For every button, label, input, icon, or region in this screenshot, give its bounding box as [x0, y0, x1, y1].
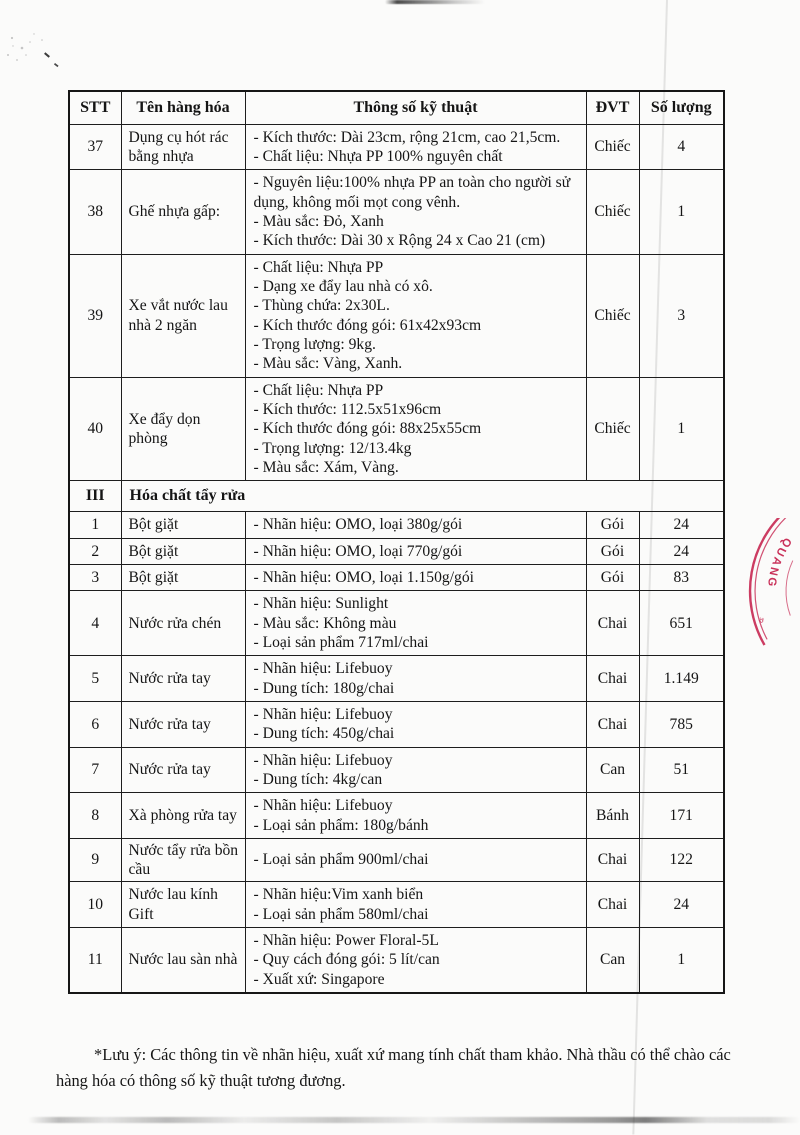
spec-line: - Xuất xứ: Singapore [253, 970, 385, 988]
specs-cell [245, 793, 586, 839]
stt-cell: 8 [69, 793, 121, 839]
spec-line: - Chất liệu: Nhựa PP [253, 381, 384, 399]
column-header: Tên hàng hóa [121, 91, 245, 124]
table-row [69, 377, 724, 481]
table-row [69, 538, 724, 564]
spec-line: - Kích thước đóng gói: 61x42x93cm [253, 316, 482, 334]
stamp-text: QUANG [764, 535, 794, 590]
qty-cell: 651 [639, 591, 724, 656]
specs-cell [245, 124, 586, 170]
table-row [69, 512, 724, 538]
unit-cell: Chai [586, 838, 639, 882]
spec-line: - Nhãn hiệu: Lifebuoy [253, 660, 393, 678]
spec-line: - Kích thước đóng gói: 88x25x55cm [253, 420, 482, 438]
table-body [69, 124, 724, 993]
unit-cell: Chiếc [586, 124, 639, 170]
qty-cell: 24 [639, 538, 724, 564]
spec-line: - Nhãn hiệu: OMO, loại 770g/gói [253, 542, 463, 560]
table-row [69, 928, 724, 993]
column-header: STT [69, 91, 121, 124]
table-row [69, 838, 724, 882]
spec-line: - Thùng chứa: 2x30L. [253, 297, 390, 315]
stt-cell: 10 [69, 882, 121, 928]
unit-cell: Gói [586, 512, 639, 538]
qty-cell: 122 [639, 838, 724, 882]
spec-line: - Chất liệu: Nhựa PP 100% nguyên chất [253, 148, 503, 166]
item-name-cell: Xà phòng rửa tay [121, 793, 245, 839]
stt-cell: 1 [69, 512, 121, 538]
spec-line: - Chất liệu: Nhựa PP [253, 258, 384, 276]
stt-cell: 3 [69, 564, 121, 590]
specs-cell [245, 928, 586, 993]
column-header: Thông số kỹ thuật [245, 91, 586, 124]
unit-cell: Chiếc [586, 254, 639, 377]
items-table [68, 90, 725, 994]
table-row [69, 170, 724, 254]
spec-line: - Màu sắc: Xám, Vàng. [253, 459, 399, 477]
spec-line: - Nhãn hiệu: OMO, loại 1.150g/gói [253, 568, 474, 586]
qty-cell: 4 [639, 124, 724, 170]
section-row [69, 481, 724, 512]
unit-cell: Chiếc [586, 170, 639, 254]
svg-text:ớ: ớ [758, 616, 766, 626]
specs-cell [245, 170, 586, 254]
item-name-cell: Nước rửa chén [121, 591, 245, 656]
section-number-cell: III [69, 481, 121, 512]
stt-cell: 11 [69, 928, 121, 993]
unit-cell: Chai [586, 591, 639, 656]
spec-line: - Màu sắc: Đỏ, Xanh [253, 213, 384, 231]
spec-line: - Nhãn hiệu: Sunlight [253, 595, 389, 613]
spec-line: - Nguyên liệu:100% nhựa PP an toàn cho người sử dụng, không mối mọt cong vênh. [253, 174, 571, 211]
item-name-cell: Bột giặt [121, 512, 245, 538]
qty-cell: 51 [639, 747, 724, 793]
table-row [69, 701, 724, 747]
item-name-cell: Ghế nhựa gấp: [121, 170, 245, 254]
spec-line: - Loại sản phẩm 580ml/chai [253, 905, 429, 923]
unit-cell: Can [586, 928, 639, 993]
spec-line: - Nhãn hiệu:Vim xanh biển [253, 886, 424, 904]
qty-cell: 24 [639, 882, 724, 928]
item-name-cell: Nước rửa tay [121, 701, 245, 747]
stt-cell: 9 [69, 838, 121, 882]
stt-cell: 4 [69, 591, 121, 656]
specs-cell [245, 564, 586, 590]
spec-line: - Nhãn hiệu: OMO, loại 380g/gói [253, 516, 463, 534]
red-stamp [730, 518, 800, 663]
specs-cell [245, 747, 586, 793]
scan-speckles [0, 22, 80, 82]
column-header: ĐVT [586, 91, 639, 124]
qty-cell: 785 [639, 701, 724, 747]
stt-cell: 39 [69, 254, 121, 377]
stt-cell: 37 [69, 124, 121, 170]
spec-line: - Loại sản phẩm 900ml/chai [253, 851, 429, 869]
spec-line: - Nhãn hiệu: Lifebuoy [253, 751, 393, 769]
specs-cell [245, 591, 586, 656]
spec-line: - Trọng lượng: 12/13.4kg [253, 439, 412, 457]
table-row [69, 793, 724, 839]
section-title-cell: Hóa chất tẩy rửa [121, 481, 724, 512]
table-row [69, 254, 724, 377]
spec-line: - Dung tích: 450g/chai [253, 725, 395, 743]
spec-line: - Quy cách đóng gói: 5 lít/can [253, 951, 440, 969]
qty-cell: 171 [639, 793, 724, 839]
header-row [69, 91, 724, 124]
spec-line: - Loại sản phẩm: 180g/bánh [253, 816, 429, 834]
specs-cell [245, 656, 586, 702]
unit-cell: Chai [586, 656, 639, 702]
stt-cell: 7 [69, 747, 121, 793]
specs-cell [245, 838, 586, 882]
scan-smudge-bottom [28, 1117, 800, 1123]
spec-line: - Dung tích: 4kg/can [253, 770, 383, 788]
qty-cell: 1 [639, 928, 724, 993]
qty-cell: 24 [639, 512, 724, 538]
stt-cell: 40 [69, 377, 121, 481]
item-name-cell: Nước rửa tay [121, 656, 245, 702]
spec-line: - Dạng xe đẩy lau nhà có xô. [253, 278, 433, 296]
spec-line: - Kích thước: Dài 30 x Rộng 24 x Cao 21 (cm) [253, 232, 546, 250]
scan-smudge-top [385, 0, 485, 4]
footnote: *Lưu ý: Các thông tin về nhãn hiệu, xuất xứ mang tính chất tham khảo. Nhà thầu có thể chào các hàng hóa có thông số kỹ thuật tương đương. [56, 1045, 731, 1090]
spec-line: - Trọng lượng: 9kg. [253, 336, 376, 354]
unit-cell: Can [586, 747, 639, 793]
table-header [69, 91, 724, 124]
item-name-cell: Dụng cụ hót rác bằng nhựa [121, 124, 245, 170]
item-name-cell: Nước rửa tay [121, 747, 245, 793]
table-row [69, 656, 724, 702]
spec-line: - Loại sản phẩm 717ml/chai [253, 633, 429, 651]
specs-cell [245, 701, 586, 747]
unit-cell: Chiếc [586, 377, 639, 481]
specs-cell [245, 254, 586, 377]
spec-line: - Màu sắc: Không màu [253, 614, 397, 632]
item-name-cell: Xe đẩy dọn phòng [121, 377, 245, 481]
spec-line: - Màu sắc: Vàng, Xanh. [253, 355, 403, 373]
table-row [69, 882, 724, 928]
item-name-cell: Nước lau sàn nhà [121, 928, 245, 993]
table-row [69, 124, 724, 170]
specs-cell [245, 512, 586, 538]
spec-line: - Nhãn hiệu: Lifebuoy [253, 705, 393, 723]
spec-line: - Kích thước: Dài 23cm, rộng 21cm, cao 21,5cm. [253, 128, 561, 146]
table-row [69, 591, 724, 656]
spec-line: - Nhãn hiệu: Power Floral-5L [253, 932, 439, 950]
table-row [69, 564, 724, 590]
unit-cell: Bánh [586, 793, 639, 839]
spec-line: - Kích thước: 112.5x51x96cm [253, 401, 442, 419]
spec-line: - Nhãn hiệu: Lifebuoy [253, 797, 393, 815]
unit-cell: Gói [586, 564, 639, 590]
stt-cell: 6 [69, 701, 121, 747]
item-name-cell: Nước lau kính Gift [121, 882, 245, 928]
column-header: Số lượng [639, 91, 724, 124]
item-name-cell: Bột giặt [121, 564, 245, 590]
unit-cell: Chai [586, 882, 639, 928]
item-name-cell: Bột giặt [121, 538, 245, 564]
qty-cell: 1.149 [639, 656, 724, 702]
stt-cell: 38 [69, 170, 121, 254]
qty-cell: 1 [639, 377, 724, 481]
stt-cell: 5 [69, 656, 121, 702]
specs-cell [245, 538, 586, 564]
stt-cell: 2 [69, 538, 121, 564]
unit-cell: Chai [586, 701, 639, 747]
item-name-cell: Nước tẩy rửa bồn cầu [121, 838, 245, 882]
specs-cell [245, 882, 586, 928]
qty-cell: 83 [639, 564, 724, 590]
table-row [69, 747, 724, 793]
unit-cell: Gói [586, 538, 639, 564]
qty-cell: 1 [639, 170, 724, 254]
spec-line: - Dung tích: 180g/chai [253, 679, 395, 697]
item-name-cell: Xe vắt nước lau nhà 2 ngăn [121, 254, 245, 377]
qty-cell: 3 [639, 254, 724, 377]
specs-cell [245, 377, 586, 481]
